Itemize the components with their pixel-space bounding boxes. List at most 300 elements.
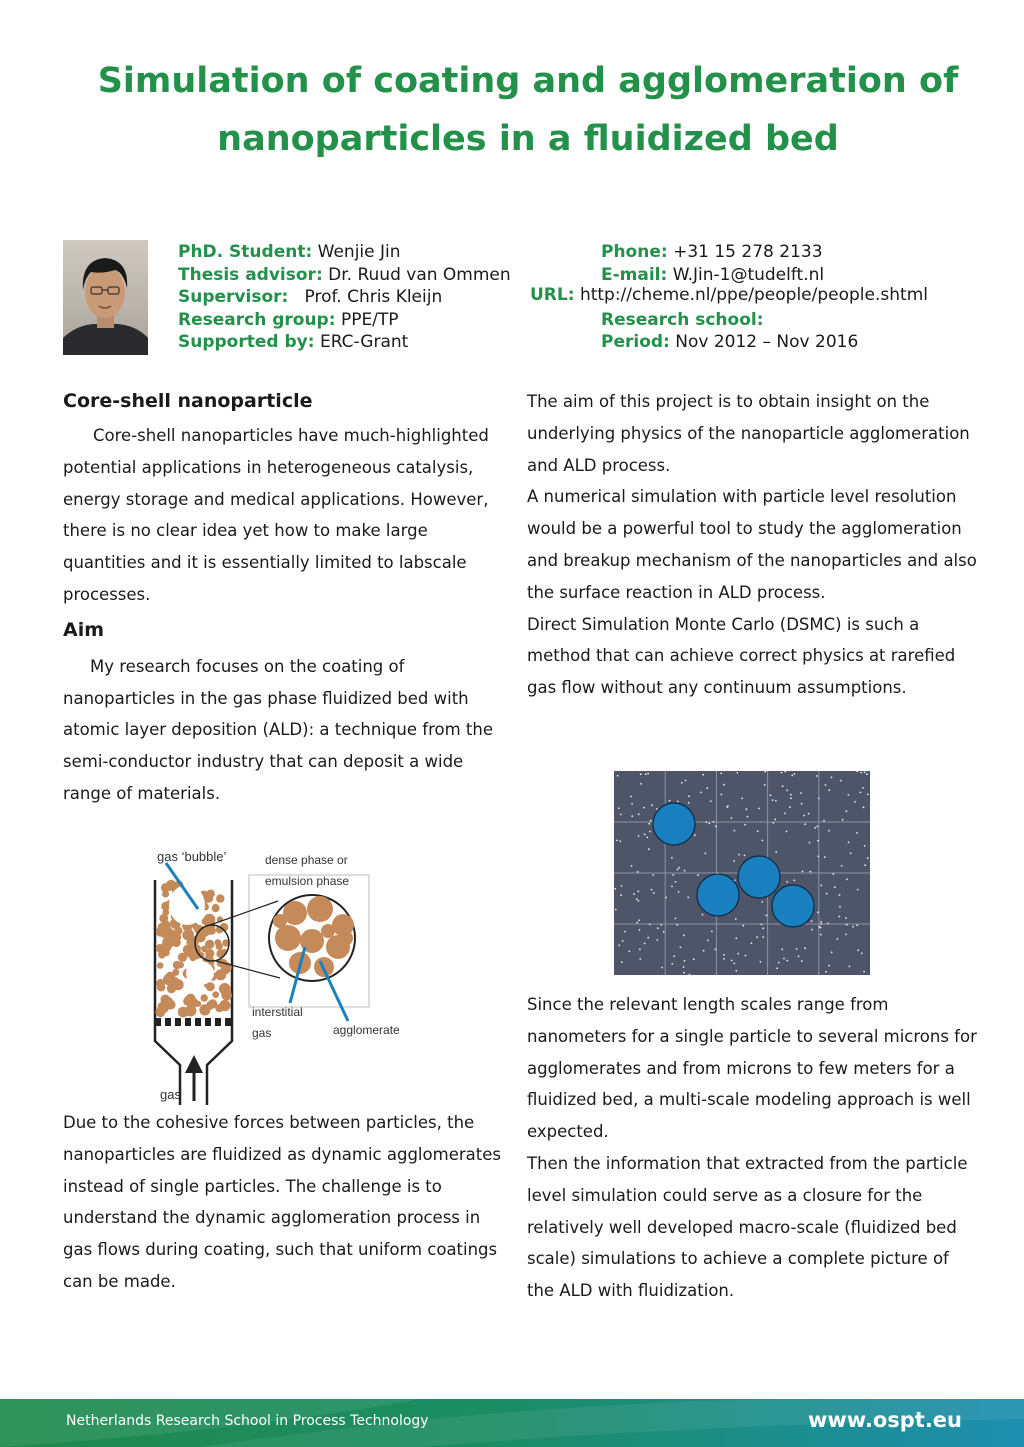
right-column-bottom [527,989,977,1307]
gas-molecule [707,940,709,942]
gas-molecule [676,924,678,926]
footer-url-link[interactable]: www.ospt.eu [807,1408,962,1432]
gas-molecule [803,815,805,817]
gas-molecule [723,958,725,960]
gas-molecule [697,874,699,876]
gas-molecule [733,860,735,862]
gas-molecule [617,775,619,777]
bed-particle [166,1000,176,1010]
gas-molecule [811,920,813,922]
bed-particle [215,939,222,946]
student-photo [63,240,148,355]
gas-molecule [652,874,654,876]
gas-molecule [756,936,758,938]
gas-molecule [814,827,816,829]
dsmc-particle [772,885,814,927]
gas-molecule [631,865,633,867]
gas-molecule [864,771,866,773]
bed-particle [201,994,208,1001]
gas-molecule [644,834,646,836]
gas-molecule [640,773,642,775]
gas-molecule [809,871,811,873]
bed-particle [157,983,166,992]
gas-molecule [653,892,655,894]
bed-particle [207,890,215,898]
gas-molecule [796,948,798,950]
gas-molecule [760,924,762,926]
gas-molecule [808,813,810,815]
gas-molecule [708,823,710,825]
gas-molecule [685,780,687,782]
gas-molecule [751,942,753,944]
info-row-period: Period: Nov 2012 – Nov 2016 [601,332,859,352]
gas-molecule [656,808,658,810]
gas-molecule [774,819,776,821]
gas-molecule [818,856,820,858]
bed-particle [201,946,208,953]
gas-molecule [647,773,649,775]
gas-molecule [700,792,702,794]
gas-molecule [770,794,772,796]
gas-molecule [621,961,623,963]
info-row-email: E-mail: W.Jin-1@tudelft.nl [601,264,825,285]
gas-molecule [713,821,715,823]
heading-aim: Aim [63,618,105,641]
left-column-bottom [63,1107,503,1298]
bed-particle [162,949,169,956]
gas-molecule [862,787,864,789]
gas-molecule [681,782,683,784]
gas-molecule [776,967,778,969]
gas-molecule [846,810,848,812]
gas-molecule [836,938,838,940]
gas-molecule [669,800,671,802]
gas-molecule [839,906,841,908]
gas-molecule [684,870,686,872]
para-closure: Then the information that extracted from the particle level simulation could serve as a closure for the relatively well developed macro-scale (fluidized bed scale) simulations to achieve a complete picture of the ALD with fluidization. [527,1153,968,1301]
bed-particle [164,924,171,931]
gas-molecule [762,936,764,938]
gas-molecule [675,918,677,920]
gas-molecule [744,824,746,826]
gas-molecule [761,901,763,903]
para-aim: My research focuses on the coating of nanoparticles in the gas phase fluidized bed with atomic layer deposition (ALD): a technique from the semi-conductor industry that can deposit a wide range of materials. [63,656,493,803]
gas-molecule [764,784,766,786]
bed-particle [163,974,174,985]
gas-molecule [705,821,707,823]
gas-molecule [665,897,667,899]
label-dense-phase-1: dense phase or [265,853,348,867]
gas-molecule [706,787,708,789]
gas-molecule [809,842,811,844]
gas-molecule [694,834,696,836]
bed-particle [159,914,168,923]
info-row-url: URL: http://cheme.nl/ppe/people/people.shtml [530,285,928,305]
gas-molecule [677,801,679,803]
gas-molecule [826,893,828,895]
dsmc-particle [653,803,695,845]
gas-molecule [766,915,768,917]
label-gas: gas [160,1087,181,1102]
info-row-student: PhD. Student: Wenjie Jin [178,242,401,262]
bed-particle [167,984,176,993]
gas-molecule [735,970,737,972]
info-row-advisor: Thesis advisor: Dr. Ruud van Ommen [178,264,511,285]
gas-molecule [839,894,841,896]
gas-molecule [817,840,819,842]
gas-molecule [678,891,680,893]
gas-molecule [745,955,747,957]
left-column-top [63,385,503,810]
gas-molecule [772,799,774,801]
gas-molecule [820,927,822,929]
gas-molecule [637,871,639,873]
gas-molecule [738,854,740,856]
gas-molecule [649,831,651,833]
bed-particle [212,991,219,998]
gas-molecule [687,897,689,899]
gas-molecule [856,832,858,834]
gas-molecule [656,939,658,941]
gas-molecule [760,961,762,963]
gas-molecule [811,929,813,931]
gas-molecule [831,951,833,953]
gas-molecule [772,822,774,824]
info-row-school: Research school: [601,309,764,330]
gas-molecule [621,885,623,887]
gas-molecule [838,916,840,918]
gas-molecule [832,873,834,875]
gas-molecule [848,842,850,844]
funnel-right [207,1031,232,1105]
gas-molecule [651,804,653,806]
bed-particle [195,1001,201,1007]
gas-molecule [638,919,640,921]
gas-molecule [661,967,663,969]
gas-molecule [650,820,652,822]
gas-molecule [715,825,717,827]
gas-molecule [693,958,695,960]
gas-molecule [648,848,650,850]
project-url-link[interactable]: http://cheme.nl/ppe/people/people.shtml [579,285,928,305]
gas-molecule [643,807,645,809]
gas-molecule [848,794,850,796]
gas-molecule [784,813,786,815]
gas-molecule [638,900,640,902]
gas-molecule [840,780,842,782]
gas-molecule [786,960,788,962]
gas-molecule [798,955,800,957]
gas-molecule [860,792,862,794]
gas-molecule [816,826,818,828]
gas-molecule [857,949,859,951]
gas-molecule [647,937,649,939]
gas-molecule [794,773,796,775]
gas-molecule [744,855,746,857]
gas-molecule [827,923,829,925]
info-row-phone: Phone: +31 15 278 2133 [601,242,823,262]
bed-particle [178,1007,189,1018]
zoom-particle [275,925,301,951]
gas-molecule [640,783,642,785]
gas-molecule [620,894,622,896]
gas-molecule [637,890,639,892]
gas-molecule [720,794,722,796]
gas-molecule [863,806,865,808]
gas-molecule [684,960,686,962]
label-gas-bubble: gas ‘bubble’ [157,849,227,864]
gas-molecule [852,926,854,928]
gas-molecule [737,772,739,774]
label-interstitial-1: interstitial [252,1005,303,1019]
gas-molecule [651,889,653,891]
info-row-supervisor: Supervisor: Prof. Chris Kleijn [178,287,443,307]
zoom-particle [273,914,287,928]
bed-particle [182,930,193,941]
bed-particle [199,1004,210,1015]
gas-molecule [790,794,792,796]
gas-molecule [828,965,830,967]
gas-molecule [726,806,728,808]
gas-molecule [775,800,777,802]
gas-molecule [801,960,803,962]
gas-molecule [673,955,675,957]
gas-molecule [867,857,869,859]
para-project-aim: The aim of this project is to obtain insight on the underlying physics of the nanoparticle agglomeration and ALD process. [527,392,970,475]
gas-molecule [762,927,764,929]
gas-molecule [675,881,677,883]
gas-molecule [703,950,705,952]
gas-molecule [863,971,865,973]
para-length-scales: Since the relevant length scales range from nanometers for a single particle to several microns for agglomerates and from microns to few meters for a fluidized bed, a multi-scale modeling approach is well expected. [527,995,977,1142]
gas-molecule [735,937,737,939]
gas-molecule [671,963,673,965]
gas-molecule [842,819,844,821]
fluidized-bed-diagram [150,843,420,1105]
gas-molecule [834,886,836,888]
bed-particle [157,962,164,969]
zoom-particle [337,930,353,946]
bed-particle [185,947,196,958]
gas-molecule [825,971,827,973]
gas-molecule [631,803,633,805]
gas-molecule [867,794,869,796]
label-agglomerate: agglomerate [333,1023,400,1037]
gas-molecule [781,772,783,774]
gas-molecule [711,931,713,933]
gas-molecule [857,889,859,891]
zoom-line-top [210,901,278,925]
gas-molecule [861,952,863,954]
info-row-support: Supported by: ERC-Grant [178,332,409,352]
gas-molecule [645,773,647,775]
gas-molecule [762,840,764,842]
gas-molecule [845,917,847,919]
gas-molecule [619,840,621,842]
info-row-group: Research group: PPE/TP [178,309,399,330]
gas-molecule [864,845,866,847]
gas-molecule [614,888,616,890]
gas-molecule [639,958,641,960]
gas-molecule [683,934,685,936]
gas-molecule [850,852,852,854]
gas-molecule [720,773,722,775]
gas-molecule [710,800,712,802]
dsmc-particle [738,856,780,898]
gas-molecule [663,931,665,933]
bed-particle [155,1007,165,1017]
gas-molecule [702,774,704,776]
para-cohesive-forces: Due to the cohesive forces between particles, the nanoparticles are fluidized as dynamic agglomerates instead of single particles. The challenge is to understand the dynamic agglomeration process in gas flows during coating, such that uniform coatings can be made. [63,1113,501,1291]
gas-molecule [781,948,783,950]
gas-molecule [683,972,685,974]
gas-molecule [786,831,788,833]
gas-molecule [618,807,620,809]
bed-particle [215,1004,223,1012]
gas-molecule [816,775,818,777]
gas-molecule [846,924,848,926]
gas-molecule [790,797,792,799]
gas-molecule [820,921,822,923]
gas-molecule [688,795,690,797]
bed-particle [216,894,224,902]
gas-molecule [644,943,646,945]
gas-molecule [860,772,862,774]
gas-molecule [688,802,690,804]
gas-molecule [791,775,793,777]
gas-molecule [731,960,733,962]
title-line-2: nanoparticles in a fluidized bed [217,119,839,159]
gas-molecule [854,801,856,803]
gas-molecule [723,954,725,956]
para-numerical-sim: A numerical simulation with particle level resolution would be a powerful tool to study the agglomeration and breakup mechanism of the nanoparticles and also the surface reaction in ALD process. [527,487,977,602]
gas-molecule [628,950,630,952]
gas-molecule [757,830,759,832]
gas-molecule [624,931,626,933]
gas-molecule [742,925,744,927]
gas-molecule [820,885,822,887]
gas-molecule [746,808,748,810]
dsmc-particle [697,874,739,916]
gas-molecule [636,898,638,900]
gas-molecule [704,853,706,855]
heading-core-shell: Core-shell nanoparticle [63,390,313,412]
gas-molecule [638,813,640,815]
bed-particle [219,983,231,995]
gas-molecule [841,865,843,867]
gas-molecule [782,785,784,787]
gas-molecule [825,784,827,786]
gas-molecule [702,914,704,916]
gas-molecule [864,864,866,866]
bed-particle [215,969,226,980]
gas-molecule [758,808,760,810]
gas-molecule [802,871,804,873]
gas-molecule [801,803,803,805]
gas-molecule [671,857,673,859]
label-dense-phase-2: emulsion phase [265,874,350,888]
gas-molecule [786,881,788,883]
poster-title [40,52,1016,168]
gas-molecule [649,924,651,926]
gas-molecule [633,893,635,895]
gas-molecule [683,966,685,968]
gas-molecule [631,815,633,817]
gas-molecule [735,918,737,920]
gas-molecule [630,796,632,798]
gas-molecule [731,817,733,819]
gas-molecule [671,886,673,888]
gas-molecule [737,953,739,955]
gas-molecule [849,966,851,968]
gas-arrow-head [185,1055,203,1073]
right-column-top [527,386,977,704]
bed-particle [162,890,169,897]
label-interstitial-2: gas [252,1026,272,1040]
gas-molecule [804,823,806,825]
gas-molecule [831,777,833,779]
gas-molecule [646,837,648,839]
gas-molecule [657,927,659,929]
gas-molecule [615,909,617,911]
gas-molecule [616,840,618,842]
gas-molecule [856,924,858,926]
gas-molecule [660,924,662,926]
bed-particle [162,939,170,947]
gas-molecule [828,789,830,791]
gas-molecule [622,940,624,942]
info-left [178,241,511,354]
gas-molecule [678,867,680,869]
gas-molecule [804,947,806,949]
gas-molecule [733,963,735,965]
gas-molecule [620,814,622,816]
gas-molecule [820,934,822,936]
gas-molecule [638,835,640,837]
gas-molecule [789,806,791,808]
para-core-shell: Core-shell nanoparticles have much-highlighted potential applications in heterogeneous catalysis, energy storage and medical applications. However, there is no clear idea yet how to make large quantities and it is essentially limited to labscale processes. [63,426,489,604]
zoom-particle [307,896,333,922]
gas-molecule [778,962,780,964]
gas-molecule [821,923,823,925]
gas-molecule [786,790,788,792]
gas-molecule [639,929,641,931]
gas-molecule [846,879,848,881]
para-dsmc: Direct Simulation Monte Carlo (DSMC) is such a method that can achieve correct physics at rarefied gas flow without any continuum assumptions. [527,614,956,698]
gas-molecule [734,830,736,832]
gas-molecule [828,830,830,832]
gas-molecule [793,880,795,882]
gas-bubble-small [186,961,214,985]
gas-molecule [639,948,641,950]
gas-molecule [747,816,749,818]
gas-molecule [800,792,802,794]
gas-molecule [618,945,620,947]
dsmc-simulation-figure [614,771,870,975]
gas-molecule [817,911,819,913]
title-line-1: Simulation of coating and agglomeration of [97,61,959,101]
gas-molecule [775,851,777,853]
gas-molecule [741,797,743,799]
gas-molecule [680,946,682,948]
gas-molecule [824,856,826,858]
gas-molecule [723,784,725,786]
footer-banner [0,1399,1024,1447]
gas-molecule [783,958,785,960]
bed-particle [173,961,182,970]
zoom-particle [321,924,335,938]
gas-molecule [715,949,717,951]
